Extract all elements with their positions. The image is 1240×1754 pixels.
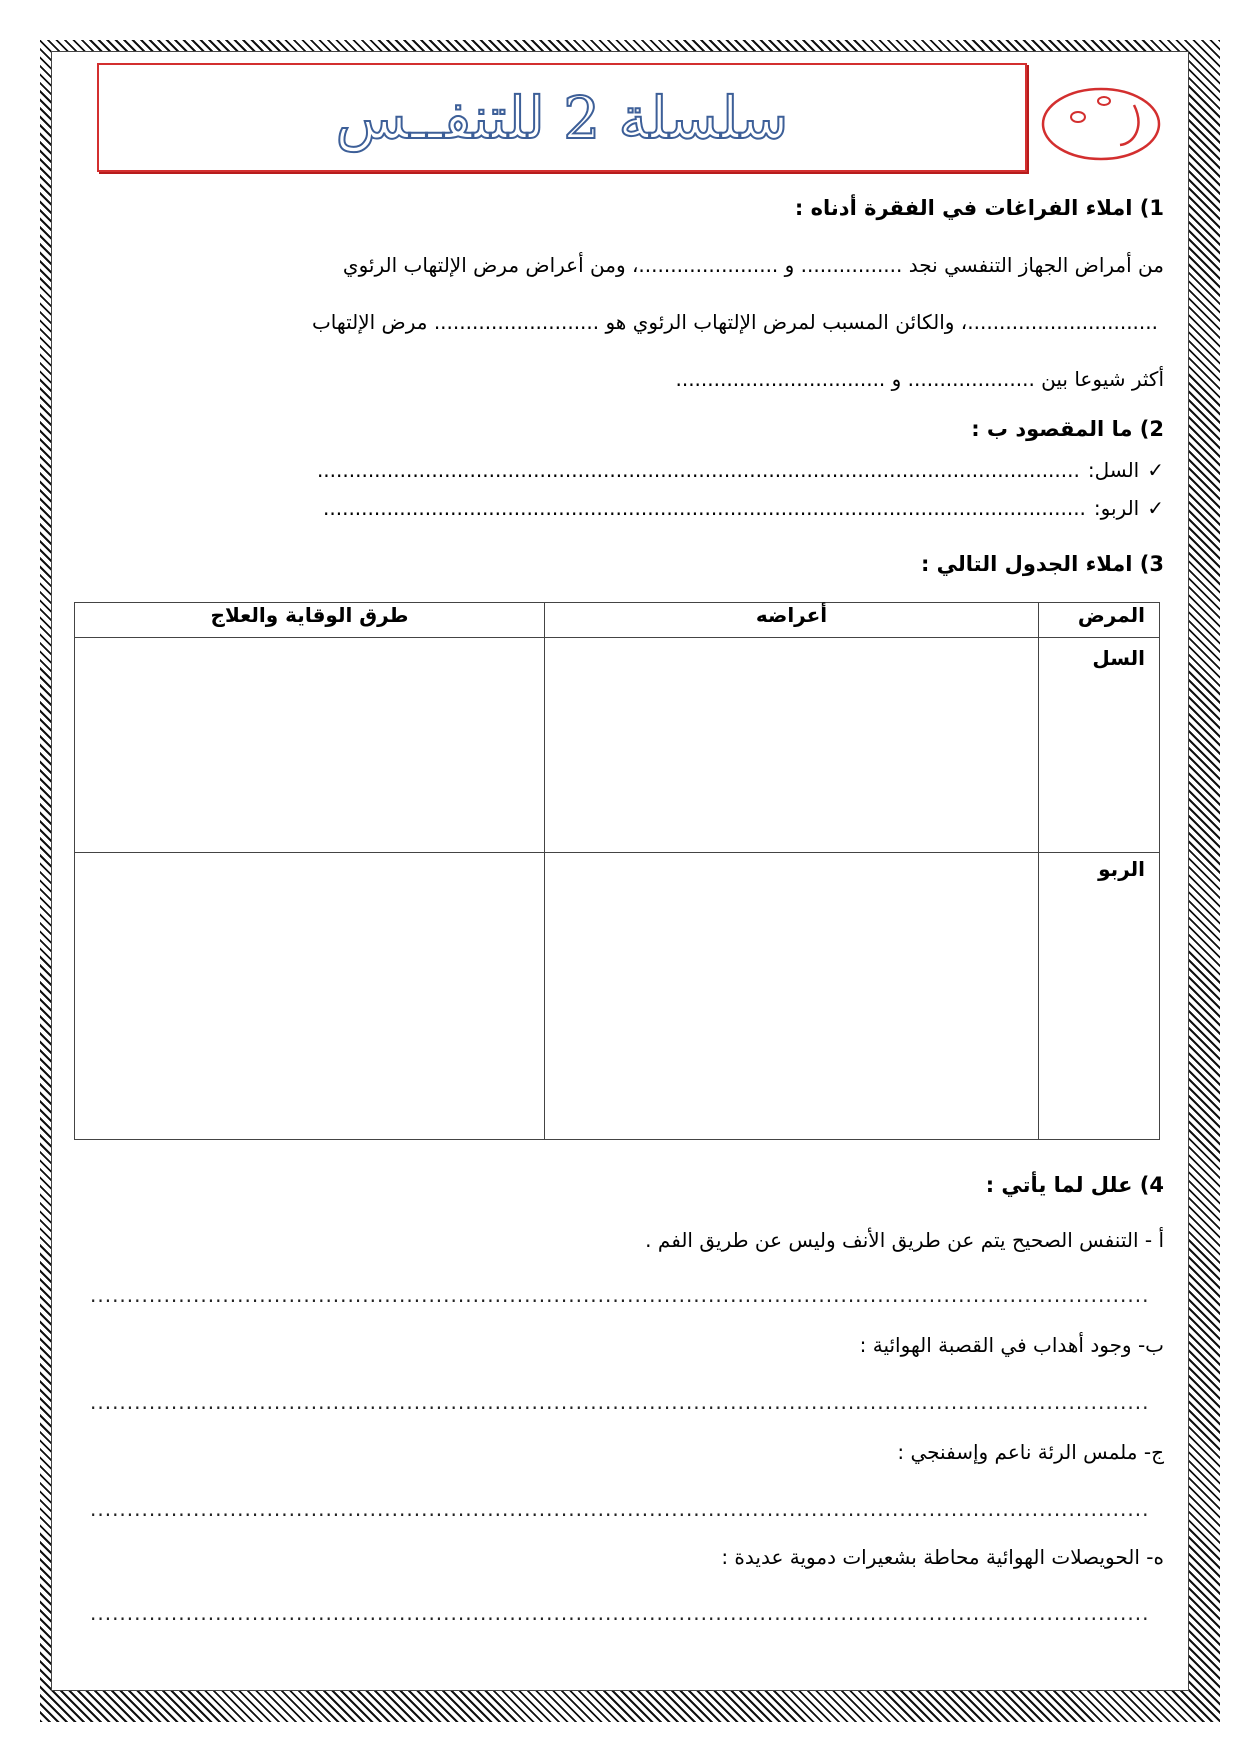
smiley-logo-icon: [1040, 85, 1162, 163]
q2-item-tb: [90, 458, 1164, 482]
table-row: [75, 638, 1160, 853]
q1-line-1: من أمراض الجهاز التنفسي نجد ................ و ......................، ومن أعراض مرض الإلتهاب الرئوي: [342, 253, 1164, 277]
q4-item-c: ج- ملمس الرئة ناعم وإسفنجي :: [897, 1440, 1164, 1464]
q4-item-a: أ - التنفس الصحيح يتم عن طريق الأنف وليس عن طريق الفم .: [645, 1228, 1164, 1252]
col-disease: المرض: [1039, 603, 1160, 638]
col-prevention: طرق الوقاية والعلاج: [75, 603, 545, 638]
symptoms-cell[interactable]: [545, 853, 1039, 1140]
q4-answer-line-e[interactable]: ................................................................................................................................................: [90, 1601, 1150, 1625]
col-symptoms: أعراضه: [545, 603, 1039, 638]
question-1-heading: 1) املاء الفراغات في الفقرة أدناه :: [794, 196, 1164, 220]
q2-term-tb: السل:: [1087, 458, 1140, 482]
q4-answer-line-a[interactable]: ................................................................................................................................................: [90, 1283, 1150, 1307]
question-3-heading: 3) املاء الجدول التالي :: [920, 552, 1164, 576]
table-header-row: [75, 603, 1160, 638]
q4-answer-line-b[interactable]: ................................................................................................................................................: [90, 1390, 1150, 1414]
table-row: [75, 853, 1160, 1140]
question-4-heading: 4) علل لما يأتي :: [985, 1173, 1164, 1197]
disease-table: [74, 602, 1160, 1140]
check-icon: ✓: [1147, 458, 1164, 482]
q4-item-b: ب- وجود أهداب في القصبة الهوائية :: [859, 1333, 1164, 1357]
q1-line-3: أكثر شيوعا بين .................... و .................................: [675, 367, 1164, 391]
question-2-heading: 2) ما المقصود ب :: [971, 417, 1164, 441]
q4-item-e: ه- الحويصلات الهوائية محاطة بشعيرات دموية عديدة :: [721, 1545, 1164, 1569]
prevention-cell[interactable]: [75, 853, 545, 1140]
q1-line-2: ..............................، والكائن المسبب لمرض الإلتهاب الرئوي هو .......................... مرض الإلتهاب: [311, 310, 1158, 334]
q2-term-asthma: الربو:: [1093, 496, 1140, 520]
page-title: سلسلة 2 للتنفــس: [335, 83, 789, 152]
disease-name: السل: [1039, 638, 1160, 853]
disease-name: الربو: [1039, 853, 1160, 1140]
q2-dots-asthma: ........................................................................................................................: [323, 496, 1086, 520]
symptoms-cell[interactable]: [545, 638, 1039, 853]
check-icon: ✓: [1147, 496, 1164, 520]
q2-item-asthma: [90, 496, 1164, 520]
q4-answer-line-c[interactable]: ................................................................................................................................................: [90, 1497, 1150, 1521]
title-box: [97, 63, 1027, 172]
prevention-cell[interactable]: [75, 638, 545, 853]
q2-dots-tb: ........................................................................................................................: [316, 458, 1080, 482]
